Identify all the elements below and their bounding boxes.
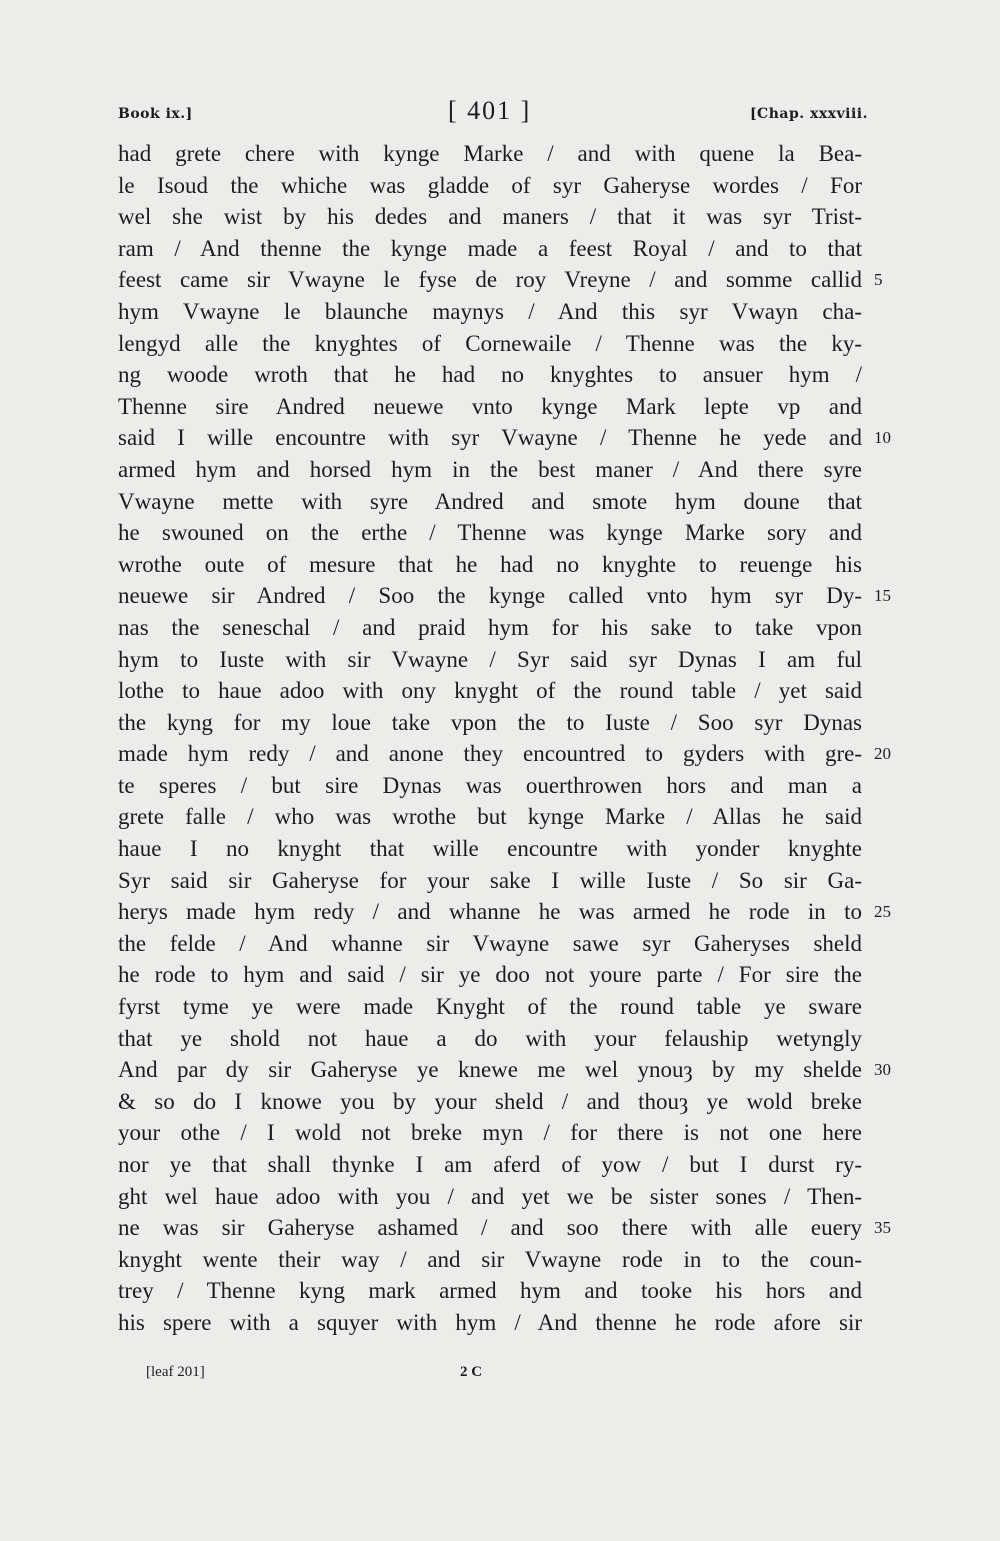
line-text: ng woode wroth that he had no knyghtes to ansuer hym / [118, 362, 862, 388]
text-line [118, 644, 862, 676]
text-line [118, 675, 862, 707]
line-text: wel she wist by his dedes and maners / that it was syr Trist- [118, 204, 862, 230]
text-line [118, 422, 891, 454]
line-text: ght wel haue adoo with you / and yet we be sister sones / Then- [118, 1183, 862, 1209]
text-line [118, 1307, 862, 1339]
text-line [118, 580, 891, 612]
line-text: knyght wente their way / and sir Vwayne rode in to the coun- [118, 1246, 862, 1272]
line-text: lothe to haue adoo with ony knyght of the round table / yet said [118, 678, 862, 704]
text-line [118, 233, 862, 265]
text-line [118, 612, 862, 644]
line-text: trey / Thenne kyng mark armed hym and tooke his hors and [118, 1278, 862, 1304]
text-line [118, 486, 862, 518]
leaf-marker: [leaf 201] [146, 1364, 205, 1380]
text-line [118, 801, 862, 833]
text-line [118, 1149, 862, 1181]
line-text: made hym redy / and anone they encountred to gyders with gre- [118, 741, 862, 767]
text-line [118, 1023, 862, 1055]
line-text: Thenne sire Andred neuewe vnto kynge Mark lepte vp and [118, 393, 862, 419]
line-number: 30 [874, 1060, 891, 1080]
line-text: armed hym and horsed hym in the best maner / And there syre [118, 456, 862, 482]
text-line [118, 833, 862, 865]
text-line [118, 896, 891, 928]
line-number: 25 [874, 902, 891, 922]
line-text: said I wille encountre with syr Vwayne / Thenne he yede and [118, 425, 862, 451]
line-text: haue I no knyght that wille encountre with yonder knyghte [118, 836, 862, 862]
text-line [118, 1086, 862, 1118]
signature-mark: 2 C [460, 1364, 483, 1380]
line-text: herys made hym redy / and whanne he was armed he rode in to [118, 899, 862, 925]
line-text: had grete chere with kynge Marke / and with quene la Bea- [118, 141, 862, 166]
line-text: & so do I knowe you by your sheld / and thouȝ ye wold breke [118, 1088, 862, 1114]
line-number: 20 [874, 744, 891, 764]
text-line [118, 517, 862, 549]
text-line [118, 454, 862, 486]
text-line [118, 1212, 891, 1244]
line-text: hym to Iuste with sir Vwayne / Syr said syr Dynas I am ful [118, 646, 862, 672]
line-text: the kyng for my loue take vpon the to Iuste / Soo syr Dynas [118, 709, 862, 735]
line-text: lengyd alle the knyghtes of Cornewaile / Thenne was the ky- [118, 330, 862, 356]
line-text: your othe / I wold not breke myn / for there is not one here [118, 1120, 862, 1146]
line-number: 15 [874, 586, 891, 606]
text-line [118, 959, 862, 991]
text-line [118, 296, 862, 328]
page-number: [ 401 ] [448, 96, 532, 125]
running-head [118, 96, 868, 128]
text-line [118, 1275, 862, 1307]
text-line [118, 1054, 891, 1086]
line-number: 35 [874, 1218, 891, 1238]
line-text: wrothe oute of mesure that he had no knyghte to reuenge his [118, 551, 862, 577]
line-text: ram / And thenne the kynge made a feest Royal / and to that [118, 235, 862, 261]
running-head-book: Book ix.] [118, 106, 193, 122]
line-text: le Isoud the whiche was gladde of syr Gaheryse wordes / For [118, 172, 862, 198]
line-text: nor ye that shall thynke I am aferd of yow / but I durst ry- [118, 1152, 862, 1177]
line-text: Syr said sir Gaheryse for your sake I wille Iuste / So sir Ga- [118, 867, 862, 893]
running-head-chapter: [Chap. xxxviii. [749, 106, 868, 122]
line-number: 5 [874, 270, 883, 290]
line-text: And par dy sir Gaheryse ye knewe me wel ynouȝ by my shelde [118, 1057, 862, 1083]
text-line [118, 170, 862, 202]
text-line [118, 738, 891, 770]
body-text [118, 138, 891, 1339]
line-text: nas the seneschal / and praid hym for his sake to take vpon [118, 614, 862, 640]
line-text: ne was sir Gaheryse ashamed / and soo there with alle euery [118, 1215, 862, 1241]
line-text: he swouned on the erthe / Thenne was kynge Marke sory and [118, 520, 862, 546]
line-text: his spere with a squyer with hym / And thenne he rode afore sir [118, 1309, 862, 1335]
line-text: te speres / but sire Dynas was ouerthrowen hors and man a [118, 772, 862, 798]
text-line [118, 707, 862, 739]
line-text: fyrst tyme ye were made Knyght of the round table ye sware [118, 994, 862, 1020]
text-line [118, 549, 862, 581]
line-text: Vwayne mette with syre Andred and smote hym doune that [118, 488, 862, 514]
line-text: he rode to hym and said / sir ye doo not youre parte / For sire the [118, 962, 862, 988]
text-line [118, 138, 862, 170]
text-line [118, 770, 862, 802]
text-line [118, 1244, 862, 1276]
text-line [118, 264, 883, 296]
text-line [118, 865, 862, 897]
text-line [118, 359, 862, 391]
line-text: feest came sir Vwayne le fyse de roy Vreyne / and somme callid [118, 267, 862, 293]
text-line [118, 1117, 862, 1149]
line-number: 10 [874, 428, 891, 448]
line-text: neuewe sir Andred / Soo the kynge called vnto hym syr Dy- [118, 583, 862, 609]
line-text: hym Vwayne le blaunche maynys / And this syr Vwayn cha- [118, 298, 862, 324]
line-text: that ye shold not haue a do with your felauship wetyngly [118, 1025, 862, 1051]
text-line [118, 991, 862, 1023]
text-line [118, 328, 862, 360]
text-line [118, 928, 862, 960]
line-text: the felde / And whanne sir Vwayne sawe syr Gaheryses sheld [118, 930, 862, 956]
line-text: grete falle / who was wrothe but kynge Marke / Allas he said [118, 804, 862, 830]
text-line [118, 391, 862, 423]
text-line [118, 1181, 862, 1213]
text-line [118, 201, 862, 233]
